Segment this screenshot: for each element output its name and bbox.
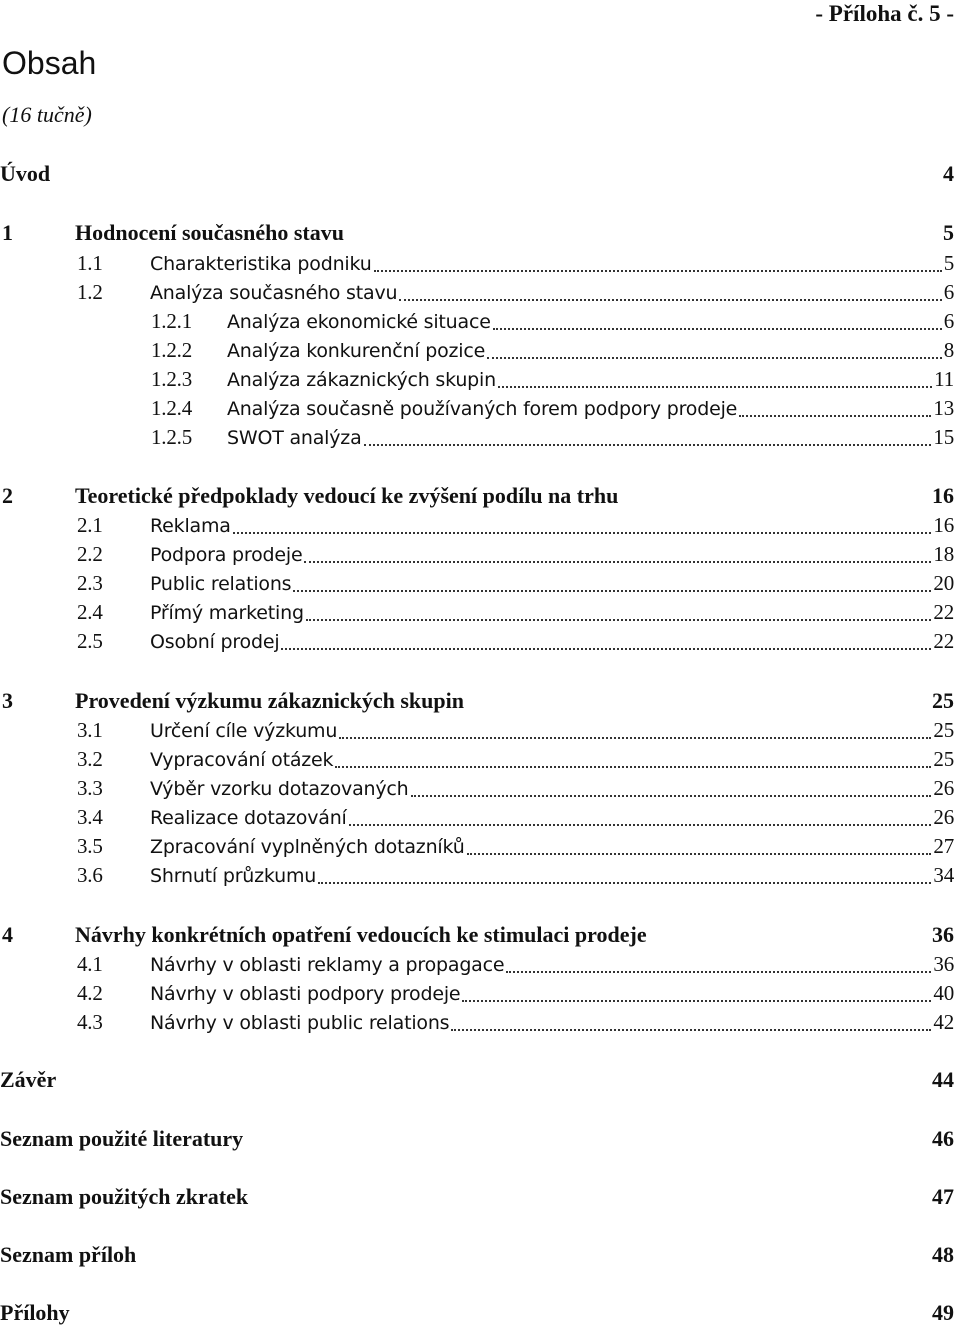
toc-entry-page: 16 <box>932 483 954 508</box>
toc-entry-page: 46 <box>932 1126 954 1151</box>
toc-leader <box>498 385 932 388</box>
toc-leader <box>58 1086 930 1087</box>
toc-entry-abbreviations[interactable] <box>0 1183 960 1211</box>
toc-entry-title: Realizace dotazování <box>150 807 347 829</box>
page-title: Obsah <box>2 45 97 81</box>
toc-entry-page: 36 <box>932 922 954 947</box>
toc-entry-page: 25 <box>933 718 954 742</box>
toc-entry-number: 1.2.2 <box>151 338 193 362</box>
toc-entry-literature[interactable] <box>0 1125 960 1153</box>
toc-entry-title: Úvod <box>0 161 51 186</box>
toc-entry-title: Seznam příloh <box>0 1242 137 1267</box>
toc-entry-3-1[interactable] <box>0 716 960 745</box>
toc-entry-page: 18 <box>933 542 954 566</box>
toc-entry-number: 3 <box>2 688 13 713</box>
toc-entry-uvod[interactable] <box>0 160 960 188</box>
toc-entry-appendices[interactable] <box>0 1299 960 1327</box>
toc-entry-page: 15 <box>933 425 954 449</box>
toc-entry-number: 3.1 <box>77 718 103 742</box>
toc-leader <box>335 765 931 768</box>
toc-entry-1-2-2[interactable] <box>0 336 960 365</box>
toc-entry-number: 2.3 <box>77 571 103 595</box>
toc-leader <box>346 239 941 240</box>
toc-entry-title: Charakteristika podniku <box>150 253 372 275</box>
toc-entry-number: 3.3 <box>77 776 103 800</box>
toc-entry-number: 3.4 <box>77 805 103 829</box>
toc-entry-number: 3.6 <box>77 863 103 887</box>
toc-entry-1[interactable] <box>0 219 960 247</box>
toc-entry-page: 5 <box>943 220 954 245</box>
toc-leader <box>466 707 930 708</box>
toc-entry-title: Přílohy <box>0 1300 70 1325</box>
toc-entry-3-4[interactable] <box>0 803 960 832</box>
toc-entry-title: Přímý marketing <box>150 602 304 624</box>
toc-leader <box>620 502 930 503</box>
toc-entry-title: Seznam použité literatury <box>0 1126 244 1151</box>
toc-leader <box>293 589 931 592</box>
toc-entry-title: Podpora prodeje <box>150 544 303 566</box>
toc-entry-number: 2 <box>2 483 13 508</box>
toc-entry-number: 1.2 <box>77 280 103 304</box>
toc-entry-3-3[interactable] <box>0 774 960 803</box>
toc-leader <box>245 1145 930 1146</box>
toc-leader <box>487 356 942 359</box>
toc-leader <box>739 414 931 417</box>
toc-leader <box>349 823 932 826</box>
toc-entry-appendix-list[interactable] <box>0 1241 960 1269</box>
toc-entry-page: 11 <box>934 367 954 391</box>
toc-leader <box>233 531 932 534</box>
toc-entry-4-2[interactable] <box>0 979 960 1008</box>
toc-entry-title: SWOT analýza <box>227 427 362 449</box>
toc-entry-title: Výběr vzorku dotazovaných <box>150 778 409 800</box>
toc-entry-2[interactable] <box>0 482 960 510</box>
toc-entry-page: 25 <box>932 688 954 713</box>
toc-entry-page: 40 <box>933 981 954 1005</box>
toc-entry-title: Teoretické předpoklady vedoucí ke zvýšení podílu na trhu <box>75 483 619 508</box>
toc-entry-number: 4.1 <box>77 952 103 976</box>
toc-entry-page: 36 <box>933 952 954 976</box>
toc-entry-2-4[interactable] <box>0 598 960 627</box>
toc-entry-number: 1.2.4 <box>151 396 193 420</box>
toc-entry-number: 4 <box>2 922 13 947</box>
toc-entry-page: 25 <box>933 747 954 771</box>
toc-entry-page: 20 <box>933 571 954 595</box>
toc-leader <box>304 560 931 563</box>
toc-entry-number: 3.2 <box>77 747 103 771</box>
toc-entry-number: 1.2.3 <box>151 367 193 391</box>
toc-leader <box>399 298 941 301</box>
toc-entry-3-5[interactable] <box>0 832 960 861</box>
toc-entry-3-2[interactable] <box>0 745 960 774</box>
toc-leader <box>462 999 931 1002</box>
toc-entry-3-6[interactable] <box>0 861 960 890</box>
toc-entry-page: 49 <box>932 1300 954 1325</box>
toc-leader <box>493 327 942 330</box>
toc-entry-number: 4.2 <box>77 981 103 1005</box>
toc-entry-title: Návrhy v oblasti reklamy a propagace <box>150 954 505 976</box>
toc-entry-title: Návrhy v oblasti public relations <box>150 1012 450 1034</box>
toc-entry-page: 26 <box>933 805 954 829</box>
toc-entry-number: 1.1 <box>77 251 103 275</box>
toc-entry-1-2-1[interactable] <box>0 307 960 336</box>
toc-entry-title: Provedení výzkumu zákaznických skupin <box>75 688 464 713</box>
toc-entry-page: 6 <box>943 280 954 304</box>
toc-entry-number: 2.5 <box>77 629 103 653</box>
toc-entry-title: Analýza současného stavu <box>150 282 398 304</box>
toc-entry-3[interactable] <box>0 687 960 715</box>
toc-entry-page: 22 <box>933 629 954 653</box>
toc-entry-1-2-4[interactable] <box>0 394 960 423</box>
toc-entry-number: 1.2.1 <box>151 309 193 333</box>
toc-entry-page: 27 <box>933 834 954 858</box>
toc-entry-page: 48 <box>932 1242 954 1267</box>
toc-entry-number: 3.5 <box>77 834 103 858</box>
toc-entry-4-1[interactable] <box>0 950 960 979</box>
toc-entry-title: Hodnocení současného stavu <box>75 220 344 245</box>
toc-entry-number: 1 <box>2 220 13 245</box>
toc-entry-1-2-3[interactable] <box>0 365 960 394</box>
toc-leader <box>364 443 932 446</box>
toc-entry-4-3[interactable] <box>0 1008 960 1037</box>
appendix-page-label: - Příloha č. 5 - <box>815 1 954 26</box>
toc-leader <box>411 794 932 797</box>
toc-leader <box>506 970 931 973</box>
toc-entry-title: Analýza konkurenční pozice <box>227 340 486 362</box>
toc-entry-page: 5 <box>943 251 954 275</box>
toc-entry-title: Určení cíle výzkumu <box>150 720 338 742</box>
toc-entry-number: 2.4 <box>77 600 103 624</box>
toc-entry-page: 26 <box>933 776 954 800</box>
toc-entry-4[interactable] <box>0 921 960 949</box>
toc-leader <box>374 269 942 272</box>
toc-entry-title: Zpracování vyplněných dotazníků <box>150 836 465 858</box>
toc-entry-number: 2.1 <box>77 513 103 537</box>
toc-leader <box>451 1028 931 1031</box>
toc-entry-title: Analýza zákaznických skupin <box>227 369 496 391</box>
toc-entry-title: Reklama <box>150 515 231 537</box>
toc-leader <box>339 736 931 739</box>
toc-leader <box>306 618 932 621</box>
toc-entry-title: Public relations <box>150 573 292 595</box>
toc-entry-title: Shrnutí průzkumu <box>150 865 317 887</box>
toc-entry-title: Seznam použitých zkratek <box>0 1184 249 1209</box>
toc-leader <box>250 1203 930 1204</box>
toc-entry-page: 22 <box>933 600 954 624</box>
toc-leader <box>467 852 932 855</box>
toc-entry-page: 42 <box>933 1010 954 1034</box>
toc-entry-2-3[interactable] <box>0 569 960 598</box>
toc-entry-2-1[interactable] <box>0 511 960 540</box>
toc-entry-2-5[interactable] <box>0 627 960 656</box>
toc-entry-page: 34 <box>933 863 954 887</box>
toc-leader <box>281 647 931 650</box>
toc-entry-title: Návrhy v oblasti podpory prodeje <box>150 983 461 1005</box>
toc-entry-page: 47 <box>932 1184 954 1209</box>
toc-entry-1-2[interactable] <box>0 278 960 307</box>
toc-entry-page: 44 <box>932 1067 954 1092</box>
toc-leader <box>52 180 941 181</box>
toc-entry-title: Analýza ekonomické situace <box>227 311 491 333</box>
toc-leader <box>649 941 930 942</box>
toc-entry-page: 4 <box>943 161 954 186</box>
toc-entry-zaver[interactable] <box>0 1066 960 1094</box>
toc-entry-title: Analýza současně používaných forem podpory prodeje <box>227 398 738 420</box>
toc-entry-title: Závěr <box>0 1067 57 1092</box>
toc-entry-2-2[interactable] <box>0 540 960 569</box>
toc-entry-title: Vypracování otázek <box>150 749 334 771</box>
toc-entry-number: 2.2 <box>77 542 103 566</box>
toc-entry-number: 4.3 <box>77 1010 103 1034</box>
toc-entry-page: 13 <box>933 396 954 420</box>
toc-entry-1-2-5[interactable] <box>0 423 960 452</box>
toc-entry-title: Návrhy konkrétních opatření vedoucích ke stimulaci prodeje <box>75 922 647 947</box>
toc-leader <box>318 881 931 884</box>
toc-entry-page: 16 <box>933 513 954 537</box>
toc-leader <box>138 1261 930 1262</box>
toc-entry-page: 6 <box>943 309 954 333</box>
toc-entry-number: 1.2.5 <box>151 425 193 449</box>
toc-entry-1-1[interactable] <box>0 249 960 278</box>
formatting-note: (16 tučně) <box>2 102 92 127</box>
toc-leader <box>72 1319 930 1320</box>
toc-entry-title: Osobní prodej <box>150 631 280 653</box>
toc-entry-page: 8 <box>943 338 954 362</box>
